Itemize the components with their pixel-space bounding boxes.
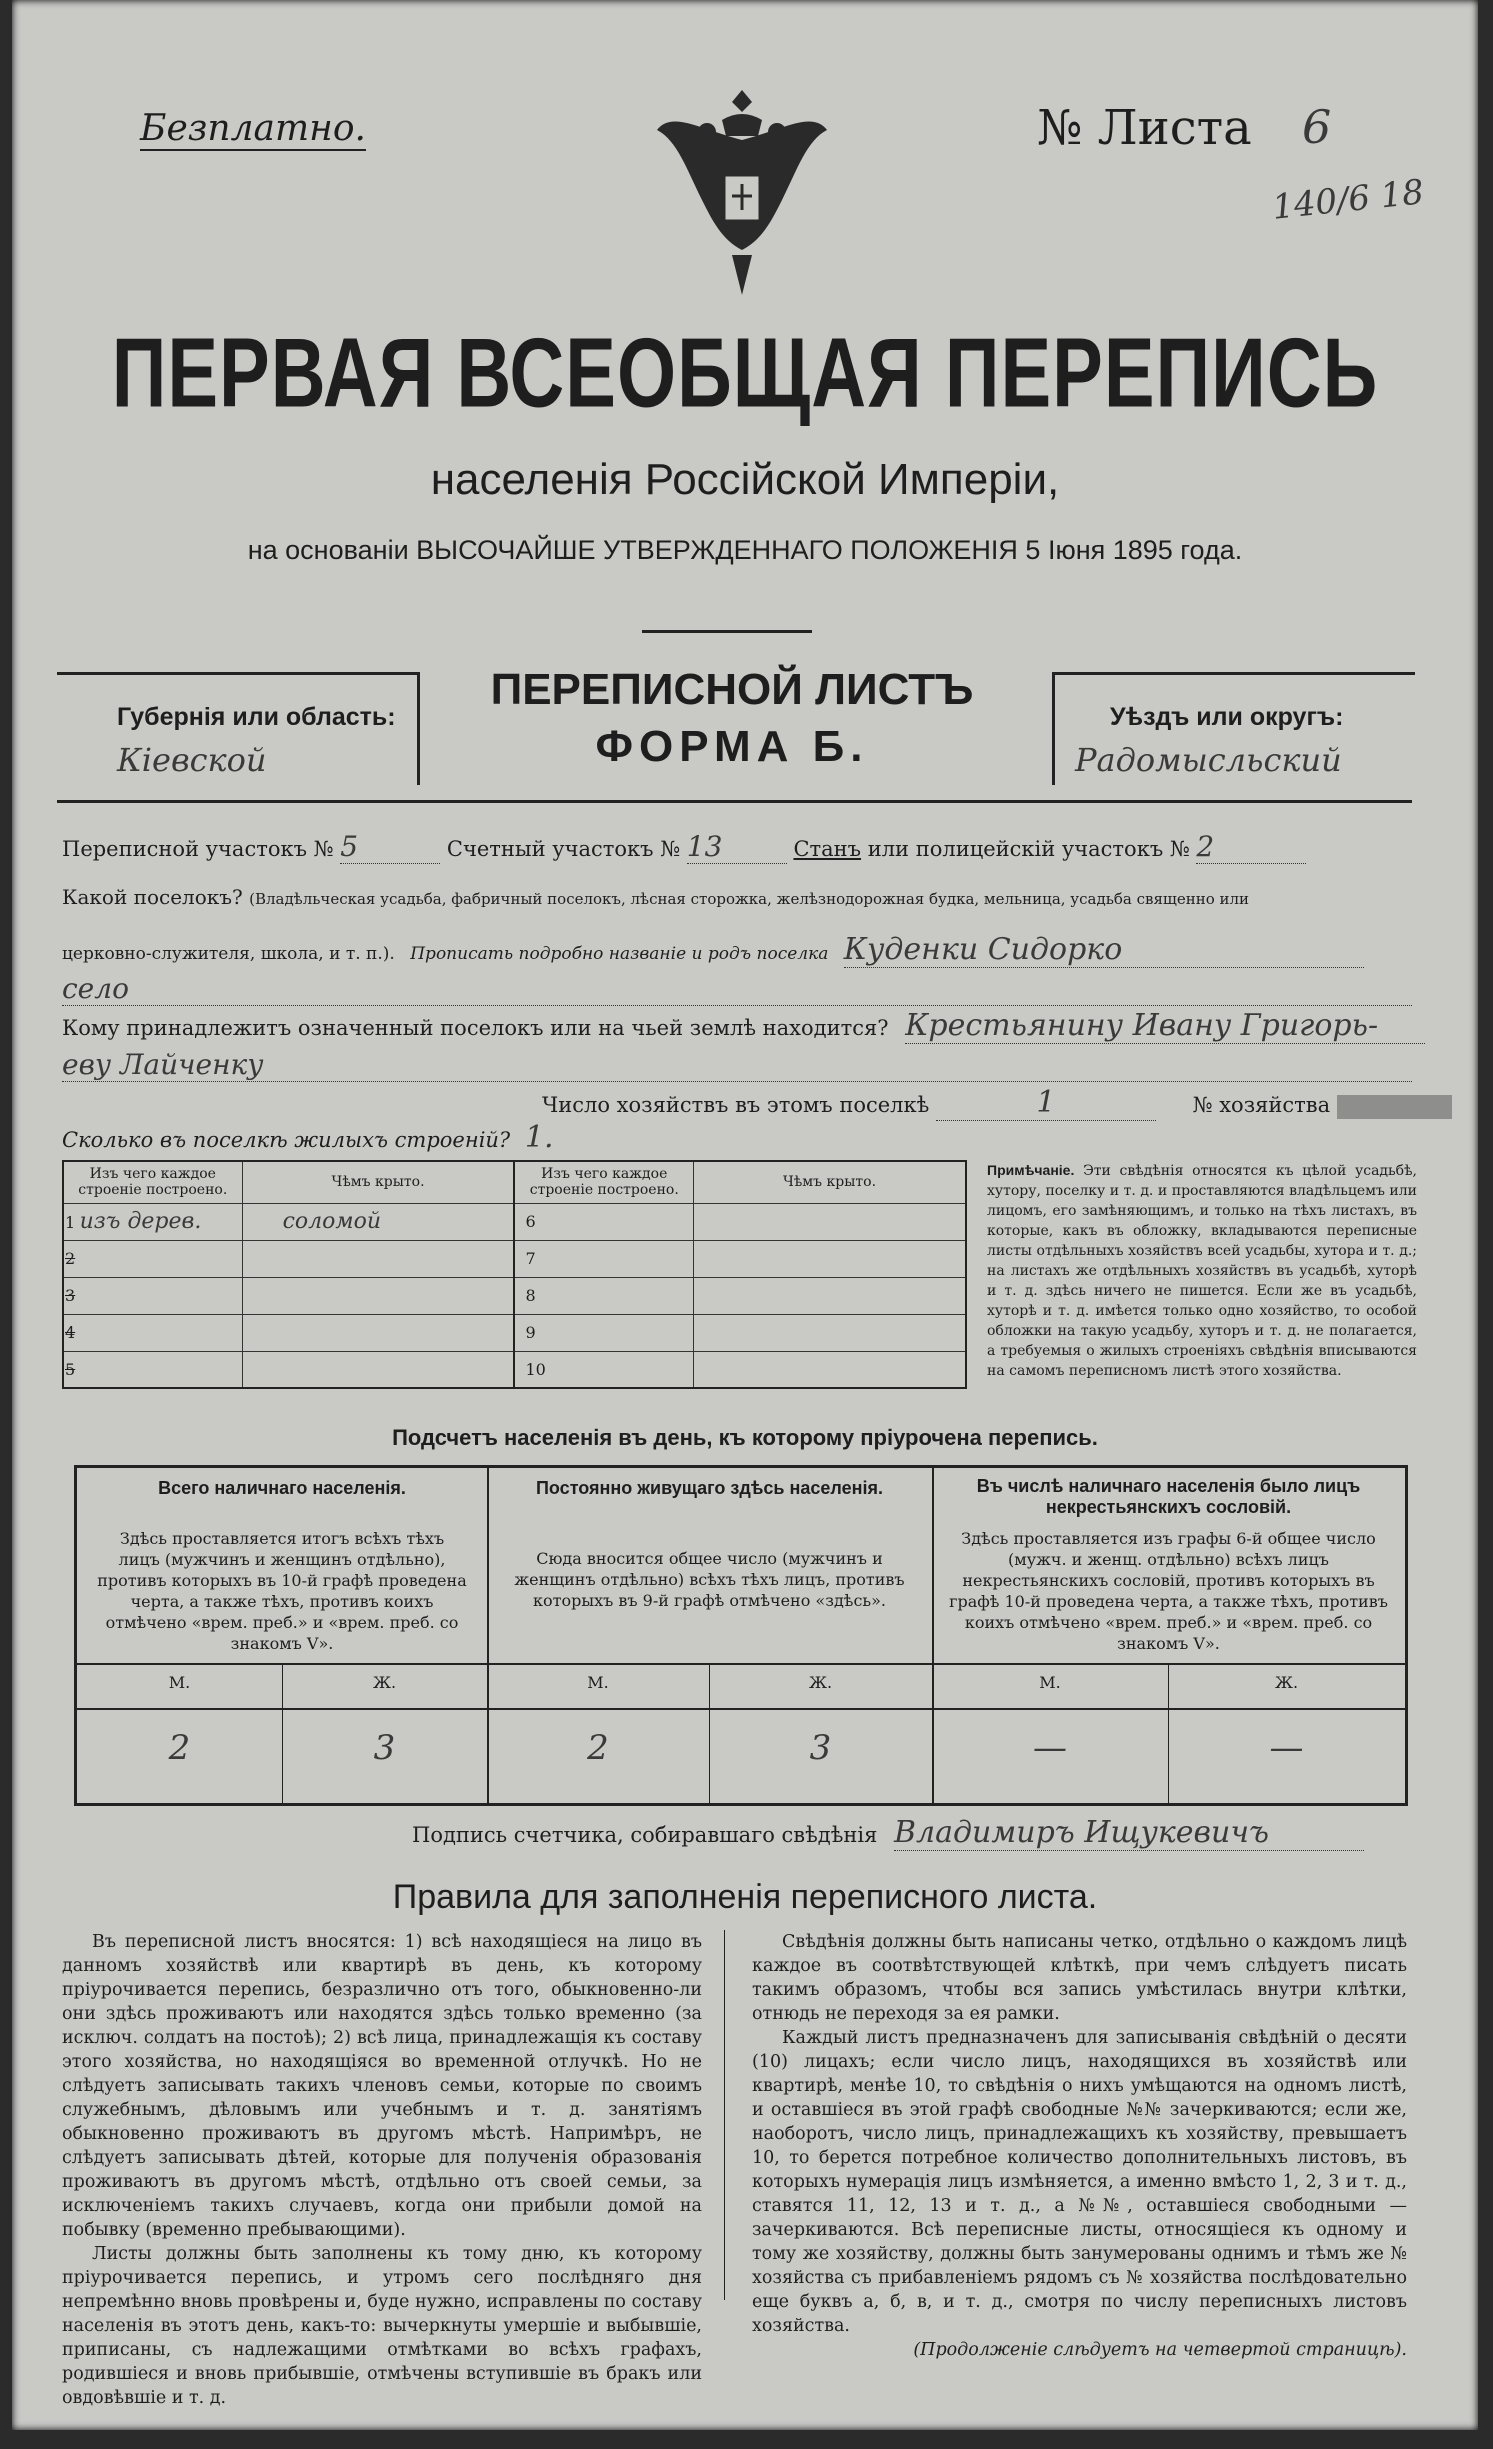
settlement-row-2	[62, 932, 1364, 968]
stan-label: Станъ	[793, 837, 862, 861]
rules-right-column	[752, 1930, 1407, 2362]
rules-paragraph: Каждый листъ предназначенъ для записыванія свѣдѣній о десяти (10) лицахъ; если число лицъ, находящихся въ хозяйствѣ или квартирѣ, менѣе 10, то свѣдѣнія о нихъ умѣщаются на одномъ листѣ, и оставшіеся въ этой графѣ свободные №№ зачеркиваются; если же, наоборотъ, число лицъ, принадлежащихъ къ хозяйству, превышаетъ 10, то берется потребное количество дополнительныхъ листовъ, въ которыхъ нумерація лицъ измѣняется, а именно вмѣсто 1, 2, 3 и т. д., ставятся 11, 12, 13 и т. д., а №№, оставшіеся свободными — зачеркиваются. Всѣ переписные листы, относящіеся къ одному и тому же хозяйству, должны быть занумерованы однимъ и тѣмъ же № хозяйства съ прибавленіемъ рядомъ съ № хозяйства послѣдовательно еще буквъ а, б, в, и т. д., смотря по числу переписныхъ листовъ хозяйства.	[752, 2028, 1407, 2336]
owner-value-2: еву Лайченку	[62, 1048, 1412, 1082]
household-number-label: № хозяйства	[1192, 1093, 1331, 1117]
table-row: 5 10	[63, 1351, 966, 1388]
signature-row	[412, 1815, 1364, 1851]
table-row: 4 9	[63, 1314, 966, 1351]
note-text: Эти свѣдѣнія относятся къ цѣлой усадьбѣ, хутору, поселку и т. д. и проставляются владѣльцемъ или лицомъ, его замѣняющимъ, и только на тѣхъ листахъ, въ которые, какъ въ обложку, вкладываются переписные листы отдѣльныхъ хозяйствъ всей усадьбы, хутора и т. д.; на листахъ же отдѣльныхъ хозяйствъ въ усадьбѣ, хуторѣ и т. д. здѣсь ничего не пишется. Если же въ усадьбѣ, хуторѣ и т. д. имѣется только одно хозяйство, то особой обложки на такую усадьбу, хуторъ и т. д. не полагается, а требуемыя о жилыхъ строеніяхъ свѣдѣнія вписываются на самомъ переписномъ листѣ этого хозяйства.	[987, 1163, 1417, 1379]
district-label: Уѣздъ или округъ:	[1110, 703, 1344, 731]
tally-f-value: —	[1269, 1728, 1304, 1768]
counting-district-label: Счетный участокъ №	[446, 837, 681, 861]
sheet-number-value: 6	[1302, 100, 1332, 154]
tally-f-label: Ж.	[1274, 1673, 1299, 1692]
tally-m-value: —	[1033, 1728, 1067, 1768]
settlement-label: Какой поселокъ?	[62, 885, 243, 909]
tally-heading: Подсчетъ населенія въ день, къ которому пріурочена перепись.	[392, 1425, 1098, 1450]
note-block	[987, 1160, 1417, 1381]
rules-heading: Правила для заполненія переписного листа.	[392, 1878, 1098, 1916]
signature-value: Владимиръ Ищукевичъ	[894, 1815, 1364, 1851]
households-row	[542, 1085, 1452, 1121]
material-cell: изъ дерев.	[79, 1209, 202, 1234]
tally-m-label: М.	[168, 1673, 191, 1692]
form-basis: на основаніи ВЫСОЧАЙШЕ УТВЕРЖДЕННАГО ПОЛОЖЕНІЯ 5 Іюня 1895 года.	[247, 535, 1243, 565]
tally-col-desc: Здѣсь проставляется итогъ всѣхъ тѣхъ лицъ (мужчинъ и женщинъ отдѣльно), противъ которыхъ въ 10-й графѣ проведена черта, а также тѣхъ, противъ коихъ отмѣчено «врем. преб.» и «врем. преб. со знакомъ V».	[97, 1529, 467, 1653]
province-label: Губернія или область:	[117, 703, 396, 731]
household-number-stamp	[1337, 1095, 1452, 1119]
tally-f-value: 3	[373, 1728, 396, 1768]
tally-col-title: Постоянно живущаго здѣсь населенія.	[535, 1478, 883, 1498]
rules-paragraph: Свѣдѣнія должны быть написаны четко, отдѣльно о каждомъ лицѣ каждое въ соотвѣтствующей клѣткѣ, при чемъ слѣдуетъ писать такимъ образомъ, чтобы вся запись умѣстилась внутри клѣтки, отнюдь не переходя за ея рамки.	[752, 1932, 1407, 2024]
census-form-page	[12, 0, 1478, 2430]
district-row	[62, 830, 1306, 864]
tally-col-desc: Здѣсь проставляется изъ графы 6-й общее число (мужч. и женщ. отдѣльно) всѣхъ лицъ некрестьянскихъ сословій, противъ которыхъ въ графѣ 10-й проведена черта, а также тѣхъ, противъ коихъ отмѣчено «врем. преб.» и «врем. преб. со знакомъ V».	[949, 1529, 1388, 1653]
imperial-eagle-icon	[652, 80, 832, 310]
police-district-value: 2	[1196, 830, 1306, 864]
households-value: 1	[936, 1085, 1156, 1121]
rules-continued: (Продолженіе слѣдуетъ на четвертой страницѣ).	[913, 2340, 1407, 2360]
owner-label: Кому принадлежитъ означенный поселокъ или на чьей землѣ находится?	[62, 1016, 889, 1040]
tally-col-title: Всего наличнаго населенія.	[158, 1478, 406, 1498]
buildings-label: Сколько въ поселкѣ жилыхъ строеній?	[62, 1128, 511, 1152]
households-label: Число хозяйствъ въ этомъ поселкѣ	[542, 1093, 930, 1117]
tally-f-label: Ж.	[808, 1673, 833, 1692]
tally-col-desc: Сюда вносится общее число (мужчинъ и женщинъ отдѣльно) всѣхъ тѣхъ лицъ, противъ которыхъ въ 9-й графѣ отмѣчено «здѣсь».	[514, 1549, 905, 1610]
note-title: Примѣчаніе.	[987, 1162, 1075, 1178]
table-row: 2 7	[63, 1240, 966, 1277]
roof-header-2: Чѣмъ крыто.	[694, 1161, 966, 1203]
province-value: Кіевской	[117, 741, 267, 779]
census-district-value: 5	[340, 830, 440, 864]
settlement-value: Куденки Сидорко	[844, 932, 1364, 968]
form-name: ПЕРЕПИСНОЙ ЛИСТЪ	[490, 665, 974, 714]
tally-f-label: Ж.	[372, 1673, 397, 1692]
roof-cell: соломой	[242, 1203, 514, 1240]
counting-district-value: 13	[687, 830, 787, 864]
tally-m-label: М.	[1039, 1673, 1061, 1692]
census-district-label: Переписной участокъ №	[62, 837, 334, 861]
settlement-row	[62, 885, 1249, 909]
corner-mark: 140/6 18	[1270, 172, 1426, 228]
roof-header: Чѣмъ крыто.	[242, 1161, 514, 1203]
tally-col-total	[77, 1468, 489, 1803]
buildings-value: 1.	[524, 1120, 554, 1155]
rules-paragraph: Въ переписной листъ вносятся: 1) всѣ находящіеся на лицо въ данномъ хозяйствѣ или квартирѣ въ день, къ которому пріурочивается перепись, безразлично отъ того, обыкновенно-ли они здѣсь проживаютъ или находятся здѣсь только временно (за исключ. солдатъ на постоѣ); 2) всѣ лица, принадлежащія къ составу этого хозяйства, но находящіяся во временной отлучкѣ. Но не слѣдуетъ записывать такихъ членовъ семьи, которые по своимъ служебнымъ, дѣловымъ или учебнымъ и т. д. занятіямъ обыкновенно проживаютъ въ другомъ мѣстѣ. Напримѣръ, не слѣдуетъ записывать дѣтей, которые для полученія образованія проживаютъ въ другомъ мѣстѣ, отдѣльно отъ своей семьи, за исключеніемъ такихъ случаевъ, когда они прибыли домой на побывку (временно пребывающими).	[62, 1932, 702, 2240]
tally-m-value: 2	[587, 1728, 609, 1768]
settlement-instruction: Прописать подробно названіе и родъ поселка	[410, 944, 829, 964]
owner-row	[62, 1008, 1425, 1044]
owner-value: Крестьянину Ивану Григорь-	[905, 1008, 1425, 1044]
tally-col-permanent	[487, 1468, 934, 1803]
rules-paragraph: Листы должны быть заполнены къ тому дню, къ которому пріурочивается перепись, и утромъ сего послѣдняго дня непремѣнно вновь провѣрены и, буде нужно, исправлены по составу населенія въ этотъ день, какъ-то: вычеркнуты умершіе и выбывшіе, приписаны, съ надлежащими отмѣтками во всѣхъ графахъ, родившіеся и вновь прибывшіе, отмѣчены вступившіе въ бракъ или овдовѣвшіе и т. д.	[62, 2244, 702, 2408]
form-subtitle: населенія Россійской Имперіи,	[430, 455, 1060, 504]
table-row: 3 8	[63, 1277, 966, 1314]
buildings-row	[62, 1120, 554, 1155]
signature-label: Подпись счетчика, собиравшаго свѣдѣнія	[412, 1823, 878, 1847]
form-title: ПЕРВАЯ ВСЕОБЩАЯ ПЕРЕПИСЬ	[111, 318, 1379, 429]
rules-left-column	[62, 1930, 702, 2410]
settlement-value-2: село	[62, 972, 1412, 1006]
tally-f-value: 3	[809, 1728, 832, 1768]
sheet-number-label: № Листа	[1037, 100, 1252, 156]
form-type: ФОРМА Б.	[595, 722, 869, 771]
settlement-hint-2: церковно-служителя, школа, и т. п.).	[62, 944, 395, 964]
district-box	[1052, 672, 1415, 785]
tally-m-value: 2	[168, 1728, 191, 1768]
police-district-label: или полицейскій участокъ №	[867, 837, 1190, 861]
tally-col-title: Въ числѣ наличнаго населенія было лицъ некрестьянскихъ сословій.	[976, 1476, 1361, 1517]
table-row: 1 изъ дерев. соломой 6	[63, 1203, 966, 1240]
settlement-hint: (Владѣльческая усадьба, фабричный поселокъ, лѣсная сторожка, желѣзнодорожная будка, мельница, усадьба священно или	[249, 890, 1250, 908]
tally-table	[74, 1465, 1408, 1806]
district-value: Радомысльский	[1075, 741, 1342, 779]
material-header: Изъ чего каждое строеніе построено.	[63, 1161, 242, 1203]
free-label: Безплатно.	[140, 108, 366, 149]
material-header-2: Изъ чего каждое строеніе построено.	[514, 1161, 693, 1203]
province-box	[57, 672, 420, 785]
tally-m-label: М.	[587, 1673, 609, 1692]
buildings-table	[62, 1160, 967, 1389]
